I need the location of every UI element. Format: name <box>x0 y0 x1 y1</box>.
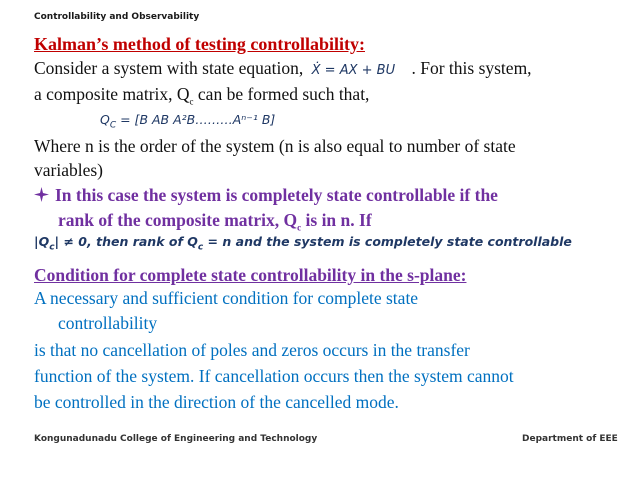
intro-line-2-b: can be formed such that, <box>193 84 370 104</box>
footer-college: Kongunadunadu College of Engineering and Technology <box>34 434 318 444</box>
rank-condition-math <box>34 234 572 253</box>
intro-line-2-a: a composite matrix, Q <box>34 84 190 104</box>
bullet-line-1 <box>34 185 498 206</box>
intro-line-2 <box>34 84 369 107</box>
intro-line-1 <box>34 58 532 79</box>
condition-line-4: function of the system. If cancellation occurs then the system cannot <box>34 366 514 386</box>
rank-q-sub: c <box>49 242 55 253</box>
composite-matrix-formula <box>100 112 275 131</box>
formula-rhs: = [B AB A²B………Aⁿ⁻¹ B] <box>116 112 276 127</box>
bullet-line-1-text: In this case the system is completely state controllable if the <box>55 185 498 205</box>
bullet-line-2-b: is in n. If <box>301 210 372 230</box>
slide-title: Kalman’s method of testing controllability: <box>34 34 365 54</box>
rank-rhs: | ≠ 0, then rank of Q <box>54 234 198 249</box>
order-line-1: Where n is the order of the system (n is also equal to number of state <box>34 136 516 156</box>
intro-text: Consider a system with state equation, <box>34 58 304 78</box>
condition-line-1: A necessary and sufficient condition for complete state <box>34 288 419 308</box>
rank-q-sub-2: c <box>197 242 204 253</box>
condition-line-5: be controlled in the direction of the cancelled mode. <box>34 392 399 412</box>
footer-department: Department of EEE <box>522 434 618 444</box>
rank-tail: = n and the system is completely state controllable <box>203 234 572 249</box>
condition-line-2: controllability <box>58 313 158 333</box>
bullet-line-2-a: rank of the composite matrix, Q <box>58 210 298 230</box>
rank-q: |Q <box>34 234 50 249</box>
bullet-line-2 <box>58 210 372 233</box>
state-equation: Ẋ = AX + BU <box>311 63 396 78</box>
s-plane-condition-heading: Condition for complete state controllability in the s-plane: <box>34 265 467 285</box>
intro-line-2-sub: c <box>189 96 194 107</box>
order-line-2: variables) <box>34 160 103 180</box>
header-topic: Controllability and Observability <box>34 12 200 22</box>
formula-q: Q <box>100 112 110 127</box>
formula-q-sub: C <box>109 120 117 131</box>
diamond-bullet-icon <box>34 187 49 202</box>
intro-tail: . For this system, <box>411 58 532 78</box>
condition-line-3: is that no cancellation of poles and zeros occurs in the transfer <box>34 340 470 360</box>
bullet-line-2-sub: c <box>297 222 302 233</box>
